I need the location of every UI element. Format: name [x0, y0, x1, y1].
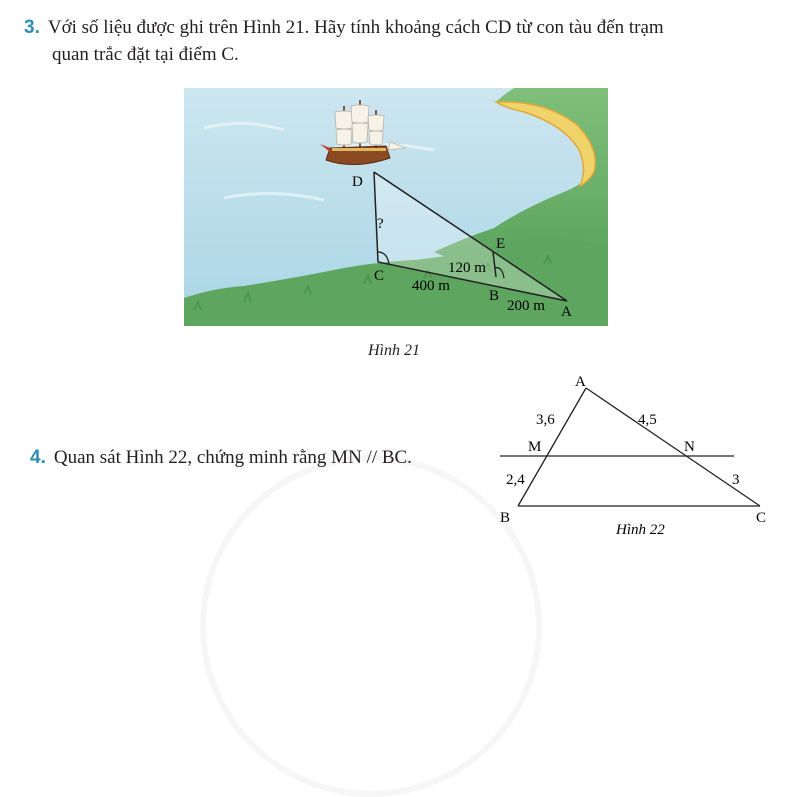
- label-200m: 200 m: [507, 298, 545, 314]
- label-d: D: [352, 174, 363, 190]
- label-a: A: [575, 374, 586, 390]
- label-e: E: [496, 236, 506, 252]
- label-nc: 3: [732, 472, 740, 488]
- label-question: ?: [377, 216, 384, 232]
- figure-22-diagram: [498, 372, 780, 542]
- watermark: [200, 455, 542, 797]
- problem-3: [24, 14, 772, 68]
- label-a: A: [561, 304, 572, 320]
- problem-3-line-1: Với số liệu được ghi trên Hình 21. Hãy tính khoảng cách CD từ con tàu đến trạm: [47, 17, 664, 38]
- label-c: C: [374, 268, 385, 284]
- label-mb: 2,4: [506, 472, 525, 488]
- label-400m: 400 m: [412, 278, 450, 294]
- problem-3-number: 3.: [24, 17, 40, 38]
- label-b: B: [500, 510, 511, 526]
- problem-4: [30, 444, 412, 471]
- label-am: 3,6: [536, 412, 555, 428]
- problem-4-text: Quan sát Hình 22, chứng minh rằng MN // BC.: [53, 447, 412, 468]
- figure-21-caption: Hình 21: [368, 342, 420, 359]
- label-n: N: [684, 439, 695, 455]
- figure-22: [498, 372, 780, 542]
- problem-4-number: 4.: [30, 447, 46, 468]
- label-120m: 120 m: [448, 260, 486, 276]
- figure-21: [184, 88, 608, 326]
- problem-3-line-2: quan trắc đặt tại điểm C.: [52, 44, 239, 65]
- figure-22-caption: Hình 22: [616, 522, 665, 538]
- figure-21-illustration: [184, 88, 608, 326]
- label-m: M: [528, 439, 542, 455]
- label-c: C: [756, 510, 767, 526]
- label-b: B: [489, 288, 500, 304]
- label-an: 4,5: [638, 412, 657, 428]
